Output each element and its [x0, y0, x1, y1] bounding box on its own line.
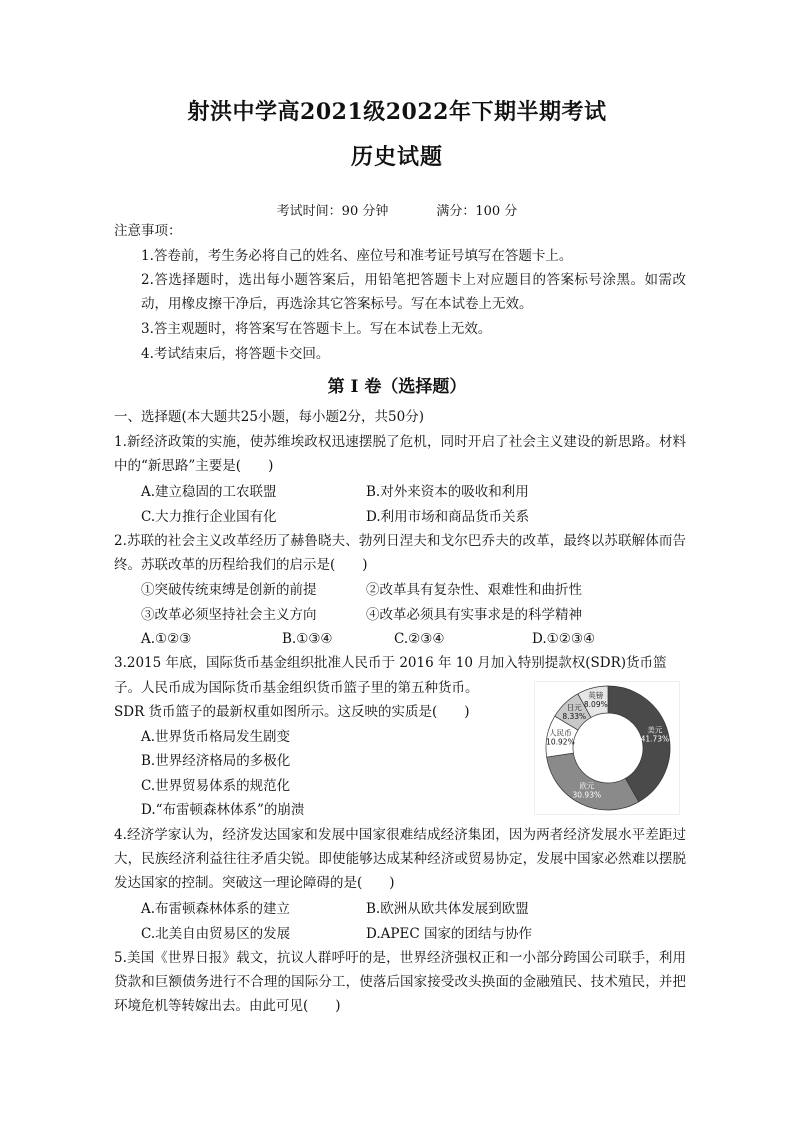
option-b: B.世界经济格局的多极化	[141, 753, 291, 769]
option-c: C.②③④	[394, 631, 445, 647]
exam-score: 满分：100 分	[436, 204, 518, 219]
question-stem: 3.2015 年底，国际货币基金组织批准人民币于 2016 年 10 月加入特别提款权(SDR)货币篮	[114, 655, 667, 671]
slice-label: 日元	[566, 703, 582, 713]
exam-time: 考试时间：90 分钟	[276, 204, 389, 219]
slice-label: 英镑	[588, 691, 604, 701]
statement-1: ①突破传统束缚是创新的前提	[141, 582, 317, 598]
option-d: D.APEC 国家的团结与协作	[366, 926, 532, 942]
question-stem: 1.新经济政策的实施，使苏维埃政权迅速摆脱了危机，同时开启了社会主义建设的新思路。材料中的“新思路”主要是( )	[114, 434, 686, 474]
sdr-weight-chart	[534, 681, 680, 815]
question-stem: 2.苏联的社会主义改革经历了赫鲁晓夫、勃列日涅夫和戈尔巴乔夫的改革，最终以苏联解体而告终。苏联改革的历程给我们的启示是( )	[114, 533, 686, 573]
question-stem: 子。人民币成为国际货币基金组织货币篮子里的第五种货币。	[114, 680, 479, 696]
exam-info	[0, 200, 794, 219]
notice-heading: 注意事项：	[114, 223, 182, 239]
slice-value: 41.73%	[640, 734, 670, 744]
option-a: A.建立稳固的工农联盟	[141, 484, 277, 500]
slice-value: 8.09%	[583, 700, 608, 710]
option-d: D.①②③④	[532, 631, 596, 647]
option-c: C.大力推行企业国有化	[141, 509, 277, 525]
notice-item: 2.答选择题时，选出每小题答案后，用铅笔把答题卡上对应题目的答案标号涂黑。如需改动，用橡皮擦干净后，再选涂其它答案标号。写在本试卷上无效。	[141, 272, 686, 312]
option-a: A.世界货币格局发生剧变	[141, 729, 291, 745]
option-a: A.①②③	[141, 631, 192, 647]
option-d: D.“布雷顿森林体系”的崩溃	[141, 802, 305, 818]
slice-value: 8.33%	[562, 712, 587, 722]
notice-item: 4.考试结束后，将答题卡交回。	[141, 346, 330, 362]
option-b: B.①③④	[282, 631, 333, 647]
statement-3: ③改革必须坚持社会主义方向	[141, 607, 317, 623]
slice-label: 人民币	[549, 728, 572, 738]
question-stem: SDR 货币篮子的最新权重如图所示。这反映的实质是( )	[114, 704, 470, 720]
slice-value: 10.92%	[546, 737, 575, 747]
slice-value: 30.93%	[572, 790, 602, 800]
statement-4: ④改革必须具有实事求是的科学精神	[366, 607, 582, 623]
exam-title: 射洪中学高2021级2022年下期半期考试	[187, 99, 607, 125]
option-b: B.欧洲从欧共体发展到欧盟	[366, 901, 529, 917]
slice-label: 欧元	[579, 781, 595, 791]
option-a: A.布雷顿森林体系的建立	[141, 901, 291, 917]
notice-item: 3.答主观题时，将答案写在答题卡上。写在本试卷上无效。	[141, 321, 492, 337]
option-d: D.利用市场和商品货币关系	[366, 509, 530, 525]
question-stem: 5.美国《世界日报》载文，抗议人群呼吁的是，世界经济强权正和一小部分跨国公司联手，利用贷款和巨额债务进行不合理的国际分工，使落后国家接受改头换面的金融殖民、技术殖民，并把环境危机等转嫁出去。由此可见( )	[114, 950, 686, 1014]
question-stem: 4.经济学家认为，经济发达国家和发展中国家很难结成经济集团，因为两者经济发展水平差距过大，民族经济利益往往矛盾尖锐。即使能够达成某种经济或贸易协定，发展中国家必然难以摆脱发达国家的控制。突破这一理论障碍的是( )	[114, 827, 686, 891]
section-instruction: 一、选择题(本大题共25小题，每小题2分，共50分)	[114, 409, 424, 425]
section-title: 第 I 卷（选择题）	[327, 377, 467, 397]
option-c: C.世界贸易体系的规范化	[141, 778, 291, 794]
statement-2: ②改革具有复杂性、艰难性和曲折性	[366, 582, 582, 598]
exam-subtitle: 历史试题	[350, 144, 443, 170]
slice-label: 美元	[647, 725, 663, 735]
notice-item: 1.答卷前，考生务必将自己的姓名、座位号和准考证号填写在答题卡上。	[141, 248, 573, 264]
option-c: C.北美自由贸易区的发展	[141, 926, 291, 942]
option-b: B.对外来资本的吸收和利用	[366, 484, 529, 500]
